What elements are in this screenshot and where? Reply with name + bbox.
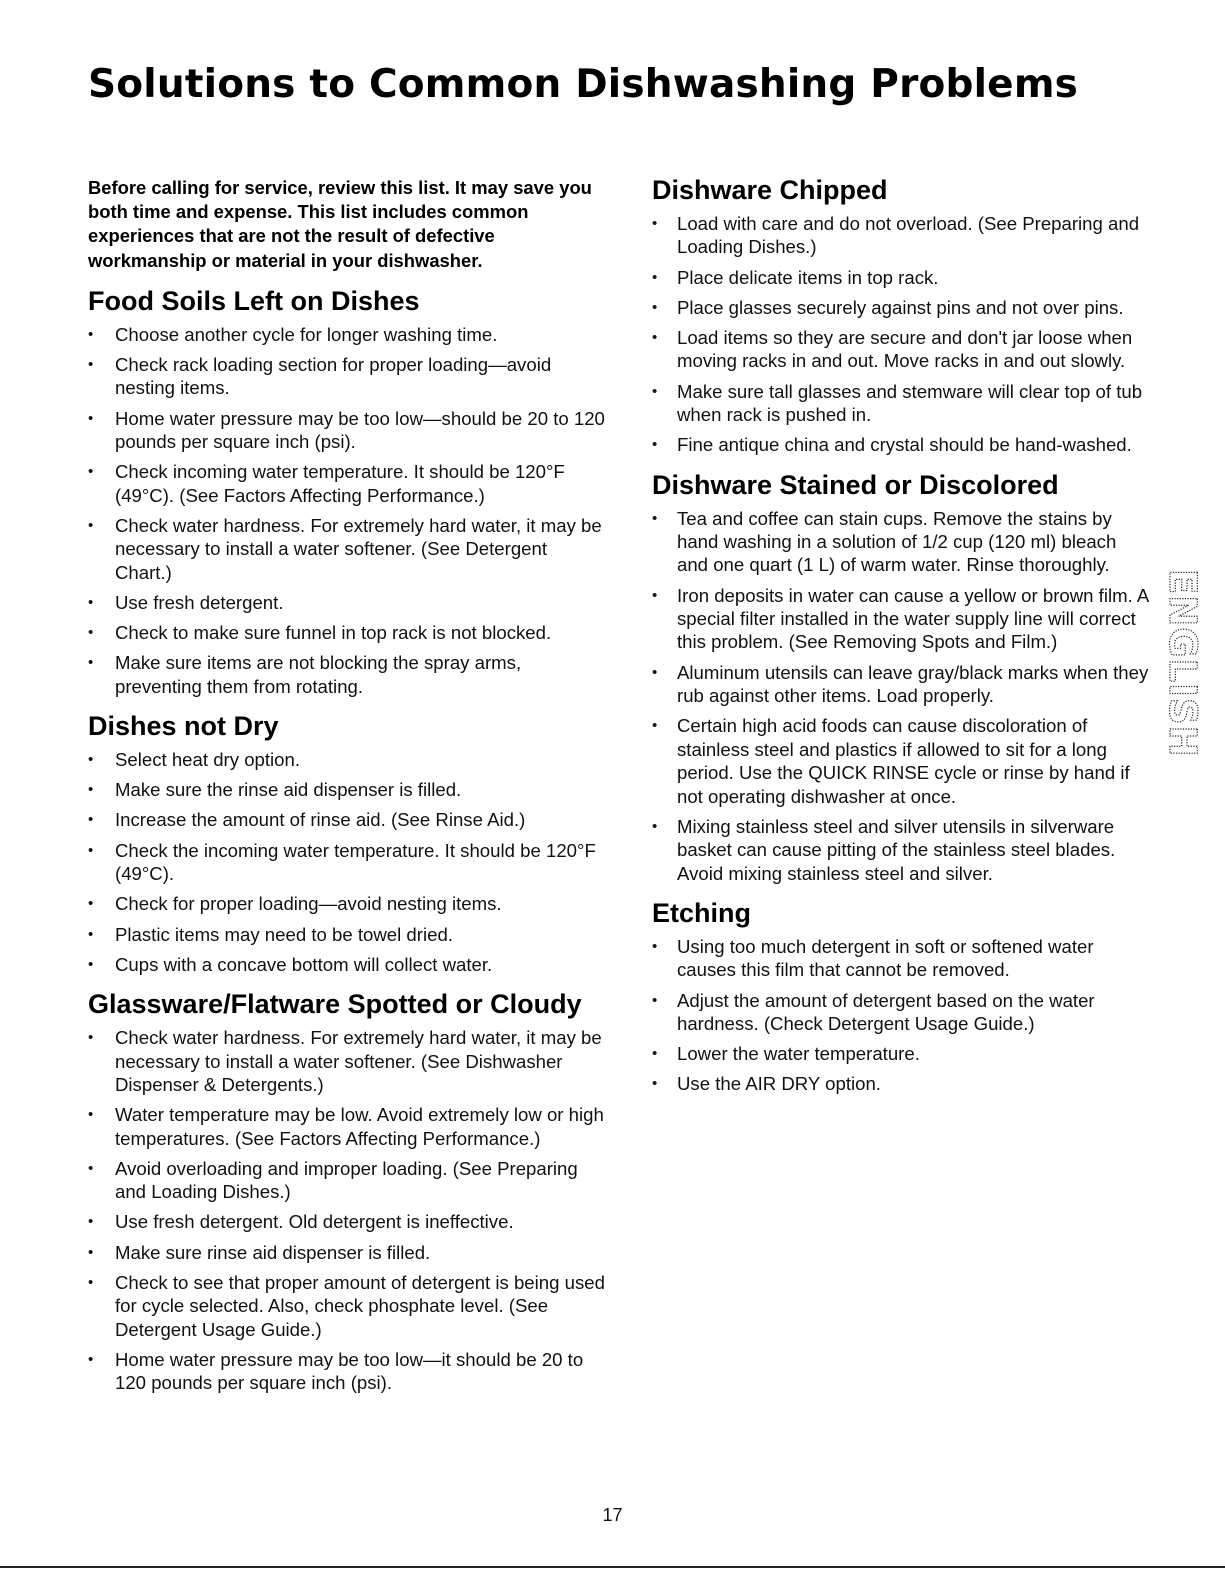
bullet-item: • Adjust the amount of detergent based on the water hardness. (Check Detergent Usage Guide.) [652, 989, 1152, 1036]
section-heading: Glassware/Flatware Spotted or Cloudy [88, 989, 582, 1020]
section-heading: Dishes not Dry [88, 711, 279, 742]
bullet-item: • Water temperature may be low. Avoid extremely low or high temperatures. (See Factors Affecting Performance.) [88, 1103, 608, 1150]
left-sections [88, 285, 608, 1395]
bullet-item: • Using too much detergent in soft or softened water causes this film that cannot be removed. [652, 935, 1152, 982]
bullet-item: • Fine antique china and crystal should be hand-washed. [652, 433, 1152, 456]
bullet-item: • Plastic items may need to be towel dried. [88, 923, 608, 946]
bullet-item: • Lower the water temperature. [652, 1042, 1152, 1065]
bullet-item: • Check the incoming water temperature. It should be 120°F (49°C). [88, 839, 608, 886]
bullet-item: • Load with care and do not overload. (See Preparing and Loading Dishes.) [652, 212, 1152, 259]
section-heading: Food Soils Left on Dishes [88, 285, 420, 316]
bullet-item: • Check for proper loading—avoid nesting items. [88, 892, 608, 915]
bullet-item: • Make sure items are not blocking the spray arms, preventing them from rotating. [88, 651, 608, 698]
bullet-item: • Check to see that proper amount of detergent is being used for cycle selected. Also, check phosphate level. (See Detergent Usage Guide.) [88, 1271, 608, 1341]
bullet-item: • Place glasses securely against pins and not over pins. [652, 296, 1152, 319]
bullet-item: • Use the AIR DRY option. [652, 1072, 1152, 1095]
bullet-list [652, 507, 1152, 885]
bullet-item: • Home water pressure may be too low—it should be 20 to 120 pounds per square inch (psi). [88, 1348, 608, 1395]
bullet-item: • Certain high acid foods can cause discoloration of stainless steel and plastics if allowed to sit for a long period. Use the QUICK RINSE cycle or rinse by hand if not operating dishwasher at once. [652, 714, 1152, 808]
bullet-item: • Select heat dry option. [88, 748, 608, 771]
section-heading: Etching [652, 897, 751, 928]
bullet-item: • Check incoming water temperature. It should be 120°F (49°C). (See Factors Affecting Performance.) [88, 460, 608, 507]
page-title: Solutions to Common Dishwashing Problems [88, 62, 1079, 107]
bullet-item: • Make sure the rinse aid dispenser is filled. [88, 778, 608, 801]
intro-paragraph: Before calling for service, review this list. It may save you both time and expense. This list includes common experiences that are not the result of defective workmanship or material in your dishwasher. [88, 177, 592, 271]
left-column [88, 176, 608, 1407]
language-tab [1138, 565, 1204, 775]
bullet-list [88, 1026, 608, 1394]
bullet-list [88, 323, 608, 698]
bullet-item: • Make sure tall glasses and stemware will clear top of tub when rack is pushed in. [652, 380, 1152, 427]
bullet-item: • Use fresh detergent. Old detergent is ineffective. [88, 1210, 608, 1233]
page-number: 17 [602, 1505, 623, 1525]
bullet-item: • Use fresh detergent. [88, 591, 608, 614]
bullet-item: • Increase the amount of rinse aid. (See Rinse Aid.) [88, 808, 608, 831]
bullet-list [88, 748, 608, 976]
right-sections [652, 174, 1152, 1096]
right-column [652, 174, 1152, 1108]
bullet-item: • Avoid overloading and improper loading. (See Preparing and Loading Dishes.) [88, 1157, 608, 1204]
bullet-list [652, 935, 1152, 1096]
bullet-item: • Check water hardness. For extremely hard water, it may be necessary to install a water softener. (See Detergent Chart.) [88, 514, 608, 584]
bullet-item: • Home water pressure may be too low—should be 20 to 120 pounds per square inch (psi). [88, 407, 608, 454]
bottom-rule [0, 1566, 1225, 1568]
language-tab-text: ENGLISH [1161, 569, 1204, 758]
bullet-item: • Mixing stainless steel and silver utensils in silverware basket can cause pitting of the stainless steel blades. Avoid mixing stainless steel and silver. [652, 815, 1152, 885]
bullet-item: • Check to make sure funnel in top rack is not blocked. [88, 621, 608, 644]
bullet-item: • Cups with a concave bottom will collect water. [88, 953, 608, 976]
bullet-item: • Check rack loading section for proper loading—avoid nesting items. [88, 353, 608, 400]
section-heading: Dishware Stained or Discolored [652, 469, 1059, 500]
bullet-item: • Tea and coffee can stain cups. Remove the stains by hand washing in a solution of 1/2 cup (120 ml) bleach and one quart (1 L) of warm water. Rinse thoroughly. [652, 507, 1152, 577]
bullet-item: • Make sure rinse aid dispenser is filled. [88, 1241, 608, 1264]
bullet-item: • Aluminum utensils can leave gray/black marks when they rub against other items. Load properly. [652, 661, 1152, 708]
bullet-item: • Load items so they are secure and don't jar loose when moving racks in and out. Move racks in and out slowly. [652, 326, 1152, 373]
bullet-item: • Iron deposits in water can cause a yellow or brown film. A special filter installed in the water supply line will correct this problem. (See Removing Spots and Film.) [652, 584, 1152, 654]
bullet-list [652, 212, 1152, 457]
bullet-item: • Check water hardness. For extremely hard water, it may be necessary to install a water softener. (See Dishwasher Dispenser & Detergents.) [88, 1026, 608, 1096]
section-heading: Dishware Chipped [652, 175, 888, 205]
bullet-item: • Place delicate items in top rack. [652, 266, 1152, 289]
bullet-item: • Choose another cycle for longer washing time. [88, 323, 608, 346]
